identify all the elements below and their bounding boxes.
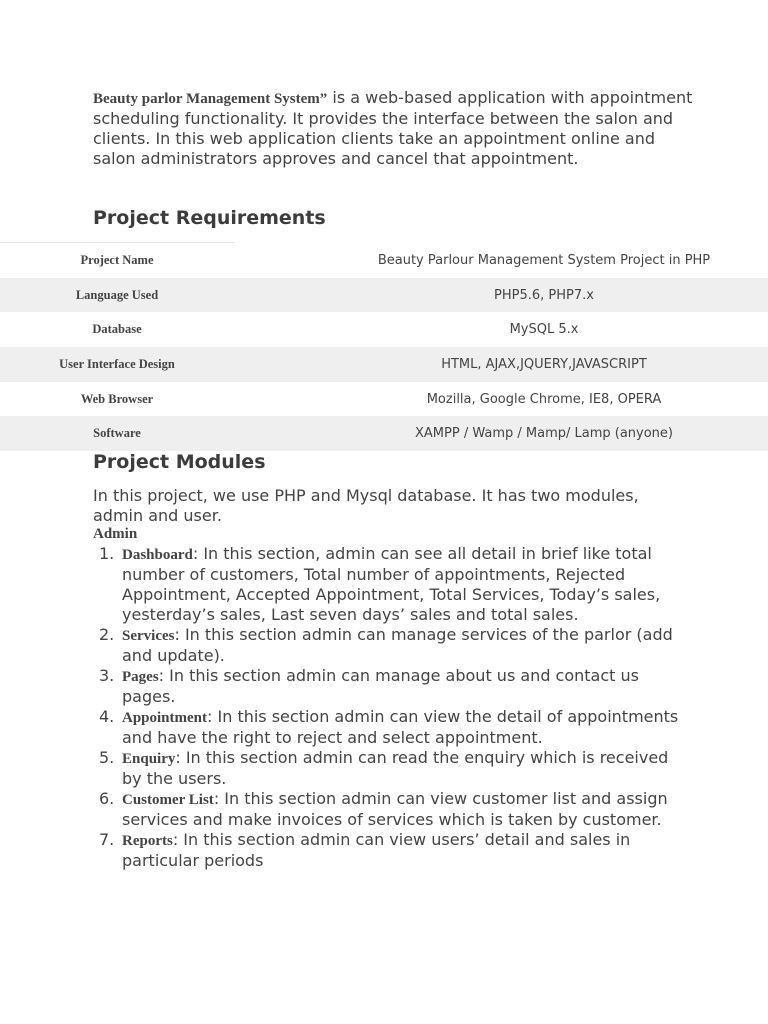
item-text: In this section admin can manage services of the parlor (add and update). [122, 625, 673, 665]
item-title: Appointment [122, 710, 208, 726]
row-value: HTML, AJAX,JQUERY,JAVASCRIPT [441, 356, 647, 372]
row-key: Web Browser [80, 391, 154, 406]
item-separator: : [192, 544, 199, 563]
intro-title: Beauty parlor Management System” [93, 91, 328, 107]
row-value: Beauty Parlour Management System Project in PHP [377, 252, 711, 268]
item-separator: : [174, 625, 180, 644]
item-text: In this section admin can read the enquiry which is received by the users. [122, 748, 669, 788]
row-key: Language Used [75, 287, 159, 302]
list-item [93, 789, 683, 830]
item-number: 2. [99, 625, 115, 644]
item-title: Enquiry [122, 751, 176, 767]
item-text: In this section, admin can see all detail in brief like total number of customers, Total number of appointments, Rejected Appointment, Accepted Appointment, Total Services, Today’s sales, yesterday’s sales, Last seven days’ sales and total sales. [122, 544, 661, 624]
item-text: In this section admin can view the detail of appointments and have the right to reject and select appointment. [122, 707, 679, 747]
item-separator: : [172, 830, 179, 849]
requirements-table [0, 243, 768, 451]
list-item [93, 544, 683, 625]
table-row [0, 416, 768, 451]
list-item [93, 748, 683, 789]
row-value: MySQL 5.x [509, 322, 579, 338]
list-item [93, 707, 683, 748]
row-key: User Interface Design [59, 356, 175, 371]
list-item [93, 830, 683, 871]
item-number: 3. [99, 666, 115, 685]
item-number: 1. [99, 544, 115, 563]
table-row [0, 347, 768, 382]
row-value: XAMPP / Wamp / Mamp/ Lamp (anyone) [415, 426, 673, 442]
item-title: Customer List [122, 792, 214, 808]
item-number: 5. [99, 748, 115, 767]
item-text: In this section admin can manage about us and contact us pages. [122, 666, 639, 706]
table-row [0, 243, 768, 278]
row-key: Database [92, 322, 142, 337]
requirements-heading: Project Requirements [93, 207, 326, 229]
item-number: 6. [99, 789, 115, 808]
row-value: Mozilla, Google Chrome, IE8, OPERA [426, 391, 662, 407]
table-row [0, 278, 768, 313]
row-key: Software [93, 426, 141, 441]
table-row [0, 312, 768, 347]
item-text: In this section admin can view customer list and assign services and make invoices of services which is taken by customer. [122, 789, 668, 829]
intro-paragraph [93, 88, 693, 169]
item-separator: : [213, 789, 220, 808]
item-title: Dashboard [122, 547, 193, 563]
list-item [93, 666, 683, 707]
item-separator: : [158, 666, 165, 685]
row-key: Project Name [80, 252, 154, 267]
item-separator: : [207, 707, 213, 726]
item-number: 4. [99, 707, 115, 726]
table-row [0, 382, 768, 417]
item-title: Reports [122, 833, 173, 849]
item-title: Services [122, 628, 175, 644]
intro-text: is a web-based application with appointment scheduling functionality. It provides the interface between the salon and clients. In this web application clients take an appointment online and salon administrators approves and cancel that appointment. [93, 88, 693, 168]
item-separator: : [175, 748, 181, 767]
row-value: PHP5.6, PHP7.x [494, 287, 594, 303]
item-text: In this section admin can view users’ detail and sales in particular periods [122, 830, 631, 870]
list-item [93, 625, 683, 666]
admin-label: Admin [93, 526, 138, 542]
modules-heading: Project Modules [93, 451, 266, 473]
modules-intro: In this project, we use PHP and Mysql database. It has two modules, admin and user. [93, 486, 639, 525]
admin-module-list [93, 544, 683, 871]
item-title: Pages [122, 669, 159, 685]
item-number: 7. [99, 830, 115, 849]
